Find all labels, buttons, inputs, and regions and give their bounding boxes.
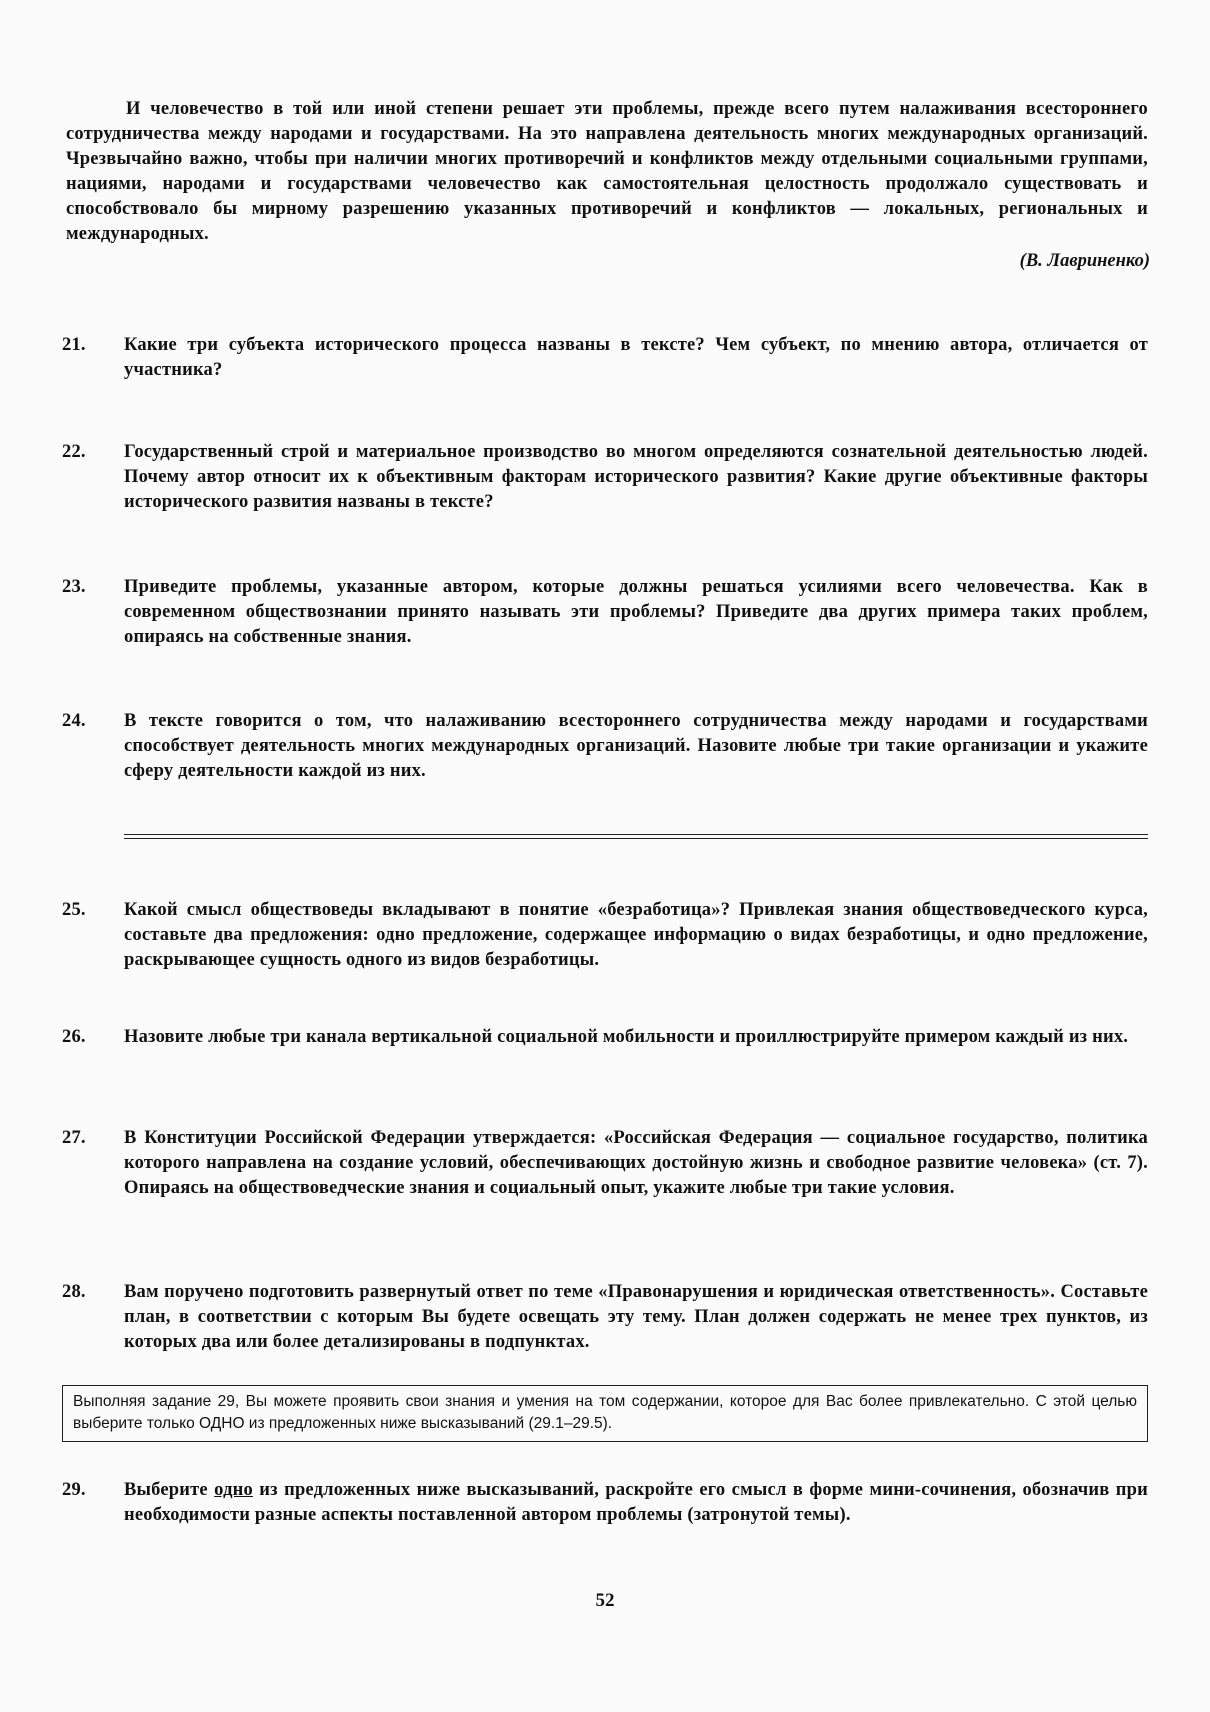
intro-paragraph: И человечество в той или иной степени решает эти проблемы, прежде всего путем налаживания всестороннего сотрудничества между народами и государствами. На это направлена деятельность многих международных организаций. Чрезвычайно важно, чтобы при наличии многих противоречий и конфликтов между отдельными социальными группами, нациями, народами и государствами человечество как самостоятельная целостность продолжало существовать и способствовало бы мирному разрешению указанных противоречий и конфликтов — локальных, региональных и международных. bbox=[66, 99, 1148, 244]
question-25 bbox=[62, 898, 1148, 973]
question-number: 24. bbox=[62, 711, 86, 731]
question-text bbox=[124, 1478, 1148, 1528]
q29-rest: из предложенных ниже высказываний, раскройте его смысл в форме мини-сочинения, обозначив при необходимости разные аспекты поставленной автором проблемы (затронутой темы). bbox=[124, 1480, 1148, 1525]
question-text: Приведите проблемы, указанные автором, которые должны решаться усилиями всего человечества. Как в современном обществознании принято называть эти проблемы? Приведите два других примера таких проблем, опираясь на собственные знания. bbox=[124, 577, 1148, 647]
question-22 bbox=[62, 440, 1148, 515]
question-text: В Конституции Российской Федерации утверждается: «Российская Федерация — социальное государство, политика которого направлена на создание условий, обеспечивающих достойную жизнь и свободное развитие человека» (ст. 7). Опираясь на обществоведческие знания и социальный опыт, укажите любые три такие условия. bbox=[124, 1128, 1148, 1198]
question-29 bbox=[62, 1478, 1148, 1528]
q29-underlined-word: одно bbox=[214, 1480, 253, 1500]
task-29-notice: Выполняя задание 29, Вы можете проявить свои знания и умения на том содержании, которое для Вас более привлекательно. С этой целью выберите только ОДНО из предложенных ниже высказываний (29.1–29.5). bbox=[62, 1385, 1148, 1442]
question-number: 28. bbox=[62, 1282, 86, 1302]
question-text: Вам поручено подготовить развернутый ответ по теме «Правонарушения и юридическая ответственность». Составьте план, в соответствии с которым Вы будете освещать эту тему. План должен содержать не менее трех пунктов, из которых два или более детализированы в подпунктах. bbox=[124, 1282, 1148, 1352]
section-divider bbox=[124, 834, 1148, 839]
question-number: 23. bbox=[62, 577, 86, 597]
question-21 bbox=[62, 333, 1148, 383]
question-27 bbox=[62, 1126, 1148, 1201]
author-attribution: (В. Лавриненко) bbox=[1019, 251, 1150, 271]
question-24 bbox=[62, 709, 1148, 784]
page-number: 52 bbox=[595, 1590, 615, 1611]
question-text: Назовите любые три канала вертикальной социальной мобильности и проиллюстрируйте примером каждый из них. bbox=[124, 1027, 1129, 1047]
question-28 bbox=[62, 1280, 1148, 1355]
question-number: 27. bbox=[62, 1128, 86, 1148]
question-number: 29. bbox=[62, 1480, 86, 1500]
question-text: В тексте говорится о том, что налаживанию всестороннего сотрудничества между народами и государствами способствует деятельность многих международных организаций. Назовите любые три такие организации и укажите сферу деятельности каждой из них. bbox=[124, 711, 1148, 781]
q29-lead: Выберите bbox=[124, 1480, 215, 1500]
question-text: Государственный строй и материальное производство во многом определяются сознательной деятельностью людей. Почему автор относит их к объективным факторам исторического развития? Какие другие объективные факторы исторического развития названы в тексте? bbox=[124, 442, 1148, 512]
question-text: Какой смысл обществоведы вкладывают в понятие «безработица»? Привлекая знания обществоведческого курса, составьте два предложения: одно предложение, содержащее информацию о видах безработицы, и одно предложение, раскрывающее сущность одного из видов безработицы. bbox=[124, 900, 1148, 970]
question-23 bbox=[62, 575, 1148, 650]
question-26 bbox=[62, 1025, 1148, 1050]
question-number: 21. bbox=[62, 335, 86, 355]
question-text: Какие три субъекта исторического процесса названы в тексте? Чем субъект, по мнению автора, отличается от участника? bbox=[124, 335, 1148, 380]
question-number: 25. bbox=[62, 900, 86, 920]
question-number: 22. bbox=[62, 442, 86, 462]
question-number: 26. bbox=[62, 1027, 86, 1047]
